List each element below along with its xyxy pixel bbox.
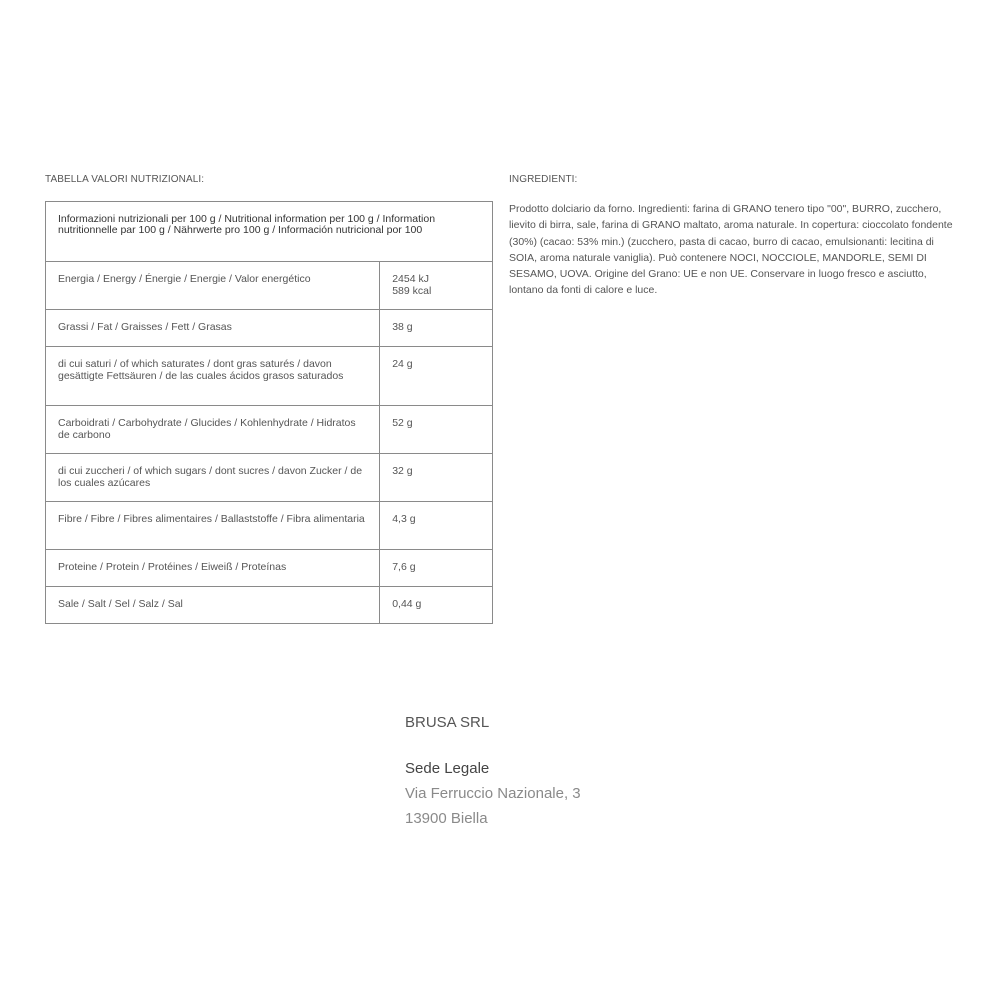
ingredients-section-title: INGREDIENTI: xyxy=(509,174,578,185)
nutrition-table xyxy=(45,201,493,624)
table-row xyxy=(46,262,493,310)
company-name: BRUSA SRL xyxy=(405,714,490,731)
nutrient-value: 52 g xyxy=(380,406,493,454)
nutrient-label: Proteine / Protein / Protéines / Eiweiß / Proteínas xyxy=(46,550,380,587)
table-row xyxy=(46,502,493,550)
legal-office-label: Sede Legale xyxy=(405,760,490,777)
nutrient-value: 38 g xyxy=(380,310,493,347)
ingredients-text: Prodotto dolciario da forno. Ingredienti: farina di GRANO tenero tipo "00", BURRO, zucchero, lievito di birra, sale, farina di GRANO maltato, aroma naturale. In copertura: cioccolato fondente (30%) (cacao: 53% min.) (zucchero, pasta di cacao, burro di cacao, emulsionanti: lecitina di SOIA, aroma naturale vaniglia). Può contenere NOCI, NOCCIOLE, MANDORLE, SEMI DI SESAMO, UOVA. Origine del Grano: UE e non UE. Conservare in luogo fresco e asciutto, lontano da fonti di calore e luce. xyxy=(509,203,953,297)
table-row xyxy=(46,454,493,502)
nutrient-value: 4,3 g xyxy=(380,502,493,550)
address-street: Via Ferruccio Nazionale, 3 xyxy=(405,785,581,802)
nutrient-value: 7,6 g xyxy=(380,550,493,587)
nutrient-label: Sale / Salt / Sel / Salz / Sal xyxy=(46,587,380,624)
table-row xyxy=(46,310,493,347)
nutrition-header-row xyxy=(46,202,493,262)
nutrition-header: Informazioni nutrizionali per 100 g / Nutritional information per 100 g / Information nutritionnelle par 100 g / Nährwerte pro 100 g / Información nutricional por 100 xyxy=(46,202,493,262)
address-city: 13900 Biella xyxy=(405,810,488,827)
nutrient-value: 32 g xyxy=(380,454,493,502)
nutrient-label: Carboidrati / Carbohydrate / Glucides / Kohlenhydrate / Hidratos de carbono xyxy=(46,406,380,454)
nutrient-label: di cui zuccheri / of which sugars / dont sucres / davon Zucker / de los cuales azúcares xyxy=(46,454,380,502)
energy-kj-value: 2454 kJ xyxy=(392,273,429,285)
nutrient-value: 0,44 g xyxy=(380,587,493,624)
table-row xyxy=(46,550,493,587)
nutrition-section-title: TABELLA VALORI NUTRIZIONALI: xyxy=(45,174,205,185)
nutrient-label: di cui saturi / of which saturates / dont gras saturés / davon gesättigte Fettsäuren / de las cuales ácidos grasos saturados xyxy=(46,347,380,406)
nutrient-label: Energia / Energy / Énergie / Energie / Valor energético xyxy=(46,262,380,310)
nutrient-label: Grassi / Fat / Graisses / Fett / Grasas xyxy=(46,310,380,347)
table-row xyxy=(46,406,493,454)
nutrient-value: 24 g xyxy=(380,347,493,406)
nutrient-label: Fibre / Fibre / Fibres alimentaires / Ballaststoffe / Fibra alimentaria xyxy=(46,502,380,550)
table-row xyxy=(46,347,493,406)
energy-kcal-value: 589 kcal xyxy=(392,284,432,297)
nutrient-value xyxy=(380,262,493,310)
table-row xyxy=(46,587,493,624)
